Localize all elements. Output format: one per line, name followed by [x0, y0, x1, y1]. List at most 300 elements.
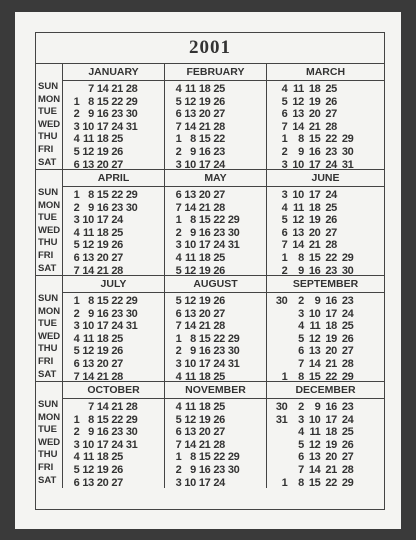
week-row: [167, 252, 266, 265]
week-row: [271, 108, 384, 121]
month-name: MARCH: [267, 64, 384, 81]
day-number: 29: [227, 451, 240, 464]
week-row: [167, 202, 266, 215]
day-number: 21: [308, 239, 321, 252]
day-number: 30: [275, 295, 288, 307]
week-row: [167, 414, 266, 427]
weekday-label: SAT: [38, 156, 57, 168]
month-november: [164, 382, 266, 488]
day-number: 10: [82, 120, 94, 133]
day-number: 13: [82, 158, 94, 171]
day-number: 21: [198, 201, 211, 214]
day-number: [225, 477, 240, 490]
day-number: 7: [175, 320, 182, 333]
day-number: 29: [125, 295, 138, 307]
day-number: 11: [82, 133, 94, 146]
weekday-label: THU: [38, 449, 58, 461]
month-june: [266, 170, 384, 276]
day-number: 23: [213, 145, 225, 158]
day-grid: [165, 81, 266, 171]
weekday-label: SUN: [38, 187, 59, 198]
month-name: OCTOBER: [63, 382, 164, 399]
day-number: 30: [227, 345, 240, 358]
day-number: [271, 464, 288, 477]
week-row: [271, 227, 384, 240]
day-number: [271, 333, 288, 346]
day-number: 31: [125, 320, 138, 333]
week-row: [167, 439, 266, 452]
day-number: 30: [341, 145, 354, 158]
week-row: [65, 108, 164, 121]
day-number: 14: [308, 357, 321, 370]
weekday-label: FRI: [38, 249, 54, 261]
day-number: [123, 464, 138, 477]
calendar-card: [15, 12, 401, 529]
day-number: 19: [308, 214, 321, 227]
weekday-label: SAT: [38, 368, 57, 380]
day-number: 12: [82, 345, 94, 358]
day-number: 27: [213, 108, 225, 121]
month-name: SEPTEMBER: [267, 276, 384, 293]
day-number: 29: [227, 214, 240, 227]
day-number: [337, 96, 354, 109]
day-number: 6: [73, 251, 80, 264]
day-number: 28: [325, 239, 337, 252]
week-row: [167, 345, 266, 358]
day-number: 19: [96, 145, 109, 158]
day-number: 8: [298, 370, 304, 383]
day-number: 4: [175, 251, 182, 264]
day-number: 3: [175, 239, 182, 252]
week-row: [65, 345, 164, 358]
day-number: [225, 426, 240, 439]
day-number: 4: [73, 226, 80, 239]
day-number: [123, 214, 138, 227]
week-row: [65, 451, 164, 464]
day-number: 18: [96, 226, 109, 239]
day-number: 5: [175, 95, 182, 108]
day-number: 24: [213, 239, 225, 252]
day-number: 24: [325, 189, 337, 201]
day-number: 20: [198, 189, 211, 201]
day-number: [123, 252, 138, 265]
day-number: 27: [213, 307, 225, 320]
day-number: 10: [308, 413, 321, 426]
day-number: 12: [292, 95, 304, 108]
day-number: 8: [190, 451, 196, 464]
day-number: 1: [175, 332, 182, 345]
day-number: 26: [111, 345, 123, 358]
week-row: [167, 477, 266, 490]
day-number: 4: [281, 201, 288, 214]
day-number: 28: [125, 401, 138, 413]
day-number: 15: [308, 251, 321, 264]
month-september: [266, 276, 384, 382]
day-number: 12: [184, 413, 196, 426]
quarter-block: [36, 275, 384, 381]
day-number: 13: [184, 307, 196, 320]
day-number: 22: [325, 476, 337, 489]
day-number: 1: [73, 295, 80, 307]
day-number: 15: [198, 214, 211, 227]
day-number: 13: [82, 476, 94, 489]
week-row: [271, 333, 384, 346]
day-number: [337, 108, 354, 121]
weekday-label: FRI: [38, 355, 54, 367]
day-number: 8: [88, 189, 94, 201]
week-row: [65, 477, 164, 490]
weekday-label: THU: [38, 237, 58, 249]
month-name: FEBRUARY: [165, 64, 266, 81]
week-row: [167, 333, 266, 346]
day-number: 12: [82, 239, 94, 252]
day-number: 15: [198, 332, 211, 345]
day-number: 21: [111, 401, 123, 413]
day-number: 5: [175, 295, 182, 307]
weekday-label: TUE: [38, 212, 57, 224]
weekday-label: SUN: [38, 399, 59, 410]
day-number: 4: [73, 451, 80, 464]
day-number: 2: [298, 295, 304, 307]
day-number: 25: [341, 320, 354, 333]
week-row: [271, 414, 384, 427]
day-number: 4: [298, 426, 304, 439]
day-number: 18: [198, 401, 211, 413]
day-number: 20: [96, 476, 109, 489]
day-number: 9: [298, 264, 304, 277]
day-number: 13: [308, 451, 321, 464]
day-number: [271, 451, 288, 464]
day-number: 28: [125, 83, 138, 95]
month-name: MAY: [165, 170, 266, 187]
day-number: [123, 239, 138, 252]
day-number: 22: [325, 370, 337, 383]
day-number: 14: [184, 201, 196, 214]
week-row: [271, 426, 384, 439]
day-number: 21: [198, 438, 211, 451]
day-number: 9: [314, 295, 321, 307]
day-number: 2: [73, 201, 80, 214]
day-number: 5: [73, 239, 80, 252]
day-number: 14: [292, 239, 304, 252]
week-row: [167, 96, 266, 109]
day-number: 17: [325, 413, 337, 426]
day-number: 4: [298, 320, 304, 333]
day-number: 20: [96, 251, 109, 264]
month-name: JULY: [63, 276, 164, 293]
day-number: 6: [298, 345, 304, 358]
day-number: 23: [213, 345, 225, 358]
day-number: 19: [198, 295, 211, 307]
day-number: 14: [96, 83, 109, 95]
day-number: 22: [213, 332, 225, 345]
day-number: 9: [88, 201, 94, 214]
weekday-label: MON: [38, 411, 61, 423]
day-number: 9: [88, 108, 94, 121]
day-number: 21: [96, 264, 109, 277]
day-number: 9: [190, 345, 196, 358]
day-number: 4: [281, 83, 288, 95]
calendar-year: 2001: [189, 37, 231, 58]
weekday-label: WED: [38, 118, 61, 130]
week-row: [65, 227, 164, 240]
day-number: 14: [292, 120, 304, 133]
day-number: 23: [325, 145, 337, 158]
day-grid: [165, 187, 266, 277]
day-number: 24: [111, 438, 123, 451]
day-number: 11: [82, 451, 94, 464]
day-number: 25: [213, 251, 225, 264]
day-number: 25: [111, 133, 123, 146]
day-number: [65, 83, 80, 96]
day-number: 8: [298, 476, 304, 489]
day-number: 21: [111, 83, 123, 95]
day-number: 1: [73, 189, 80, 201]
day-number: 25: [111, 332, 123, 345]
day-number: [123, 358, 138, 371]
week-row: [167, 320, 266, 333]
day-number: 12: [82, 145, 94, 158]
day-number: 26: [111, 145, 123, 158]
day-number: 28: [213, 120, 225, 133]
day-number: 3: [73, 438, 80, 451]
day-number: 24: [111, 120, 123, 133]
day-number: 19: [96, 239, 109, 252]
day-number: 17: [96, 438, 109, 451]
day-number: 15: [308, 133, 321, 146]
day-number: 16: [308, 264, 321, 277]
weekday-label: MON: [38, 305, 61, 317]
day-number: 16: [325, 401, 337, 413]
week-row: [167, 426, 266, 439]
day-number: 27: [111, 158, 123, 171]
day-number: 5: [175, 264, 182, 277]
day-number: 4: [175, 83, 182, 95]
day-number: 15: [308, 370, 321, 383]
day-number: 25: [111, 451, 123, 464]
week-row: [271, 214, 384, 227]
day-number: 17: [198, 239, 211, 252]
day-number: 7: [281, 239, 288, 252]
day-number: [337, 189, 354, 202]
day-number: 24: [325, 158, 337, 171]
week-row: [65, 133, 164, 146]
day-number: 20: [198, 426, 211, 439]
weekday-label: TUE: [38, 318, 57, 330]
day-number: 18: [198, 251, 211, 264]
day-number: 17: [198, 476, 211, 489]
day-number: 7: [88, 83, 94, 95]
week-row: [271, 202, 384, 215]
week-row: [65, 214, 164, 227]
day-number: 12: [184, 95, 196, 108]
week-row: [271, 401, 384, 414]
week-row: [65, 414, 164, 427]
day-number: 15: [198, 451, 211, 464]
day-number: 1: [73, 413, 80, 426]
day-number: 13: [184, 426, 196, 439]
day-number: 5: [73, 145, 80, 158]
day-number: 30: [275, 401, 288, 413]
day-number: 3: [175, 476, 182, 489]
day-number: 3: [73, 214, 80, 227]
day-number: 23: [325, 264, 337, 277]
day-number: [225, 121, 240, 134]
day-number: [225, 252, 240, 265]
day-number: 11: [82, 332, 94, 345]
day-number: 28: [213, 438, 225, 451]
day-number: 15: [96, 413, 109, 426]
day-number: 6: [175, 307, 182, 320]
day-number: [123, 146, 138, 159]
day-number: 13: [82, 251, 94, 264]
week-row: [65, 239, 164, 252]
week-row: [271, 477, 384, 490]
day-number: 16: [308, 145, 321, 158]
day-number: [225, 202, 240, 215]
day-number: 7: [73, 370, 80, 383]
month-name: AUGUST: [165, 276, 266, 293]
day-number: 16: [198, 145, 211, 158]
day-number: [271, 439, 288, 452]
day-number: 26: [213, 295, 225, 307]
day-number: [271, 320, 288, 333]
day-number: 9: [190, 145, 196, 158]
day-number: 25: [325, 201, 337, 214]
day-number: 6: [73, 158, 80, 171]
week-row: [65, 96, 164, 109]
day-number: 18: [96, 332, 109, 345]
day-number: 10: [292, 189, 304, 201]
day-number: 20: [96, 357, 109, 370]
week-row: [167, 401, 266, 414]
day-number: 25: [341, 426, 354, 439]
day-number: 10: [184, 476, 196, 489]
day-number: 8: [88, 95, 94, 108]
week-row: [167, 451, 266, 464]
weekday-label: THU: [38, 343, 58, 355]
day-number: 21: [198, 120, 211, 133]
day-number: 25: [111, 226, 123, 239]
day-number: 7: [298, 463, 304, 476]
day-number: 31: [125, 120, 138, 133]
day-number: 22: [213, 214, 225, 227]
day-number: 13: [292, 226, 304, 239]
day-number: 8: [190, 133, 196, 146]
day-number: 24: [341, 413, 354, 426]
day-number: 30: [227, 463, 240, 476]
day-number: [271, 426, 288, 439]
day-number: 19: [325, 332, 337, 345]
day-number: 27: [213, 189, 225, 201]
week-row: [167, 358, 266, 371]
day-number: 21: [96, 370, 109, 383]
day-number: 23: [341, 401, 354, 413]
week-row: [167, 146, 266, 159]
day-number: 28: [111, 264, 123, 277]
day-number: 15: [308, 476, 321, 489]
day-number: 11: [184, 251, 196, 264]
day-number: 9: [190, 226, 196, 239]
week-row: [65, 252, 164, 265]
week-row: [271, 121, 384, 134]
day-number: 21: [325, 463, 337, 476]
day-number: [65, 401, 80, 414]
day-grid: [267, 399, 384, 489]
day-number: 22: [111, 413, 123, 426]
day-grid: [165, 293, 266, 383]
day-number: 27: [325, 108, 337, 121]
day-number: 10: [184, 357, 196, 370]
day-number: [225, 308, 240, 321]
day-number: 5: [73, 345, 80, 358]
day-number: 16: [198, 463, 211, 476]
week-row: [65, 202, 164, 215]
day-number: 30: [125, 426, 138, 439]
day-number: 6: [175, 108, 182, 121]
day-number: 4: [73, 133, 80, 146]
day-number: 17: [198, 357, 211, 370]
day-number: 18: [325, 426, 337, 439]
day-number: [225, 189, 240, 202]
week-row: [65, 189, 164, 202]
week-row: [65, 320, 164, 333]
day-number: 4: [175, 370, 182, 383]
day-number: 28: [111, 370, 123, 383]
day-number: 13: [292, 108, 304, 121]
day-number: 31: [227, 357, 240, 370]
week-row: [271, 308, 384, 321]
day-grid: [63, 293, 164, 383]
day-number: 16: [198, 345, 211, 358]
day-number: 16: [325, 295, 337, 307]
day-number: 1: [281, 251, 288, 264]
day-number: 22: [111, 295, 123, 307]
week-row: [271, 83, 384, 96]
day-number: 24: [111, 214, 123, 227]
day-number: 31: [275, 413, 288, 426]
month-april: [62, 170, 164, 276]
quarter-block: [36, 381, 384, 487]
day-number: 1: [175, 133, 182, 146]
weekday-label: THU: [38, 131, 58, 143]
day-number: 1: [175, 451, 182, 464]
day-number: 10: [82, 438, 94, 451]
day-number: [271, 308, 288, 321]
week-row: [167, 83, 266, 96]
day-number: 8: [88, 295, 94, 307]
month-name: APRIL: [63, 170, 164, 187]
month-october: [62, 382, 164, 488]
month-december: [266, 382, 384, 488]
month-name: JANUARY: [63, 64, 164, 81]
day-number: [225, 146, 240, 159]
day-number: 17: [308, 158, 321, 171]
day-number: 7: [175, 120, 182, 133]
day-number: 22: [325, 251, 337, 264]
day-number: 31: [341, 158, 354, 171]
day-number: 6: [175, 426, 182, 439]
day-number: 23: [111, 307, 123, 320]
day-number: [123, 333, 138, 346]
day-number: 16: [96, 201, 109, 214]
day-number: 12: [308, 438, 321, 451]
day-number: 10: [184, 239, 196, 252]
day-number: [225, 414, 240, 427]
day-number: 26: [213, 264, 225, 277]
day-number: 3: [175, 158, 182, 171]
day-number: 1: [281, 370, 288, 383]
